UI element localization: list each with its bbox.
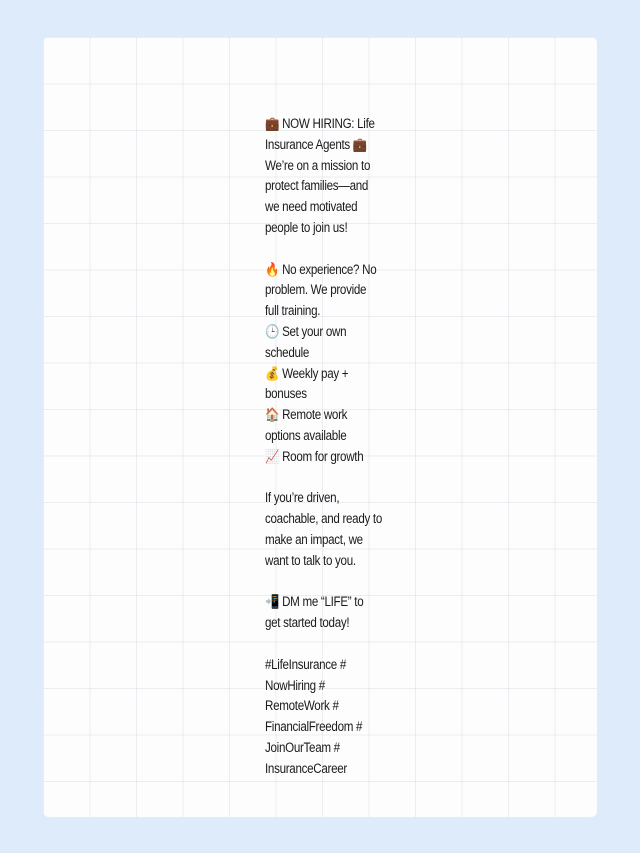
post-card	[43, 37, 597, 817]
post-line: people to join us!	[265, 219, 348, 235]
post-text	[265, 114, 383, 780]
hashtag-line: NowHiring #	[265, 677, 325, 693]
paragraph-gap	[265, 634, 377, 655]
post-line: make an impact, we	[265, 531, 363, 547]
post-line: 💼 NOW HIRING: Life	[265, 116, 375, 131]
post-line: We’re on a mission to	[265, 157, 371, 173]
hashtag-line: RemoteWork #	[265, 698, 339, 714]
post-line: 🏠 Remote work	[265, 407, 348, 423]
post-line: 🕒 Set your own	[265, 323, 347, 339]
post-line: 📲 DM me “LIFE” to	[265, 594, 364, 610]
paragraph-gap	[265, 572, 377, 593]
post-line: full training.	[265, 303, 321, 319]
hashtag-line: InsuranceCareer	[265, 760, 347, 776]
post-line: get started today!	[265, 615, 350, 631]
post-line: 💰 Weekly pay +	[265, 365, 349, 381]
post-line: want to talk to you.	[265, 552, 356, 568]
post-line: coachable, and ready to	[265, 511, 383, 527]
post-line: 🔥 No experience? No	[265, 261, 377, 277]
post-line: options available	[265, 427, 347, 443]
paragraph-gap	[265, 239, 377, 260]
post-line: schedule	[265, 344, 310, 360]
post-line: protect families—and	[265, 178, 369, 194]
post-line: 📈 Room for growth	[265, 448, 364, 464]
hashtag-line: JoinOurTeam #	[265, 739, 340, 755]
post-line: problem. We provide	[265, 282, 367, 298]
post-line: bonuses	[265, 386, 307, 402]
post-line: Insurance Agents 💼	[265, 136, 367, 152]
post-line: If you’re driven,	[265, 490, 340, 506]
paragraph-gap	[265, 468, 377, 489]
hashtag-line: #LifeInsurance #	[265, 656, 347, 672]
post-line: we need motivated	[265, 199, 358, 215]
hashtag-line: FinancialFreedom #	[265, 719, 363, 735]
